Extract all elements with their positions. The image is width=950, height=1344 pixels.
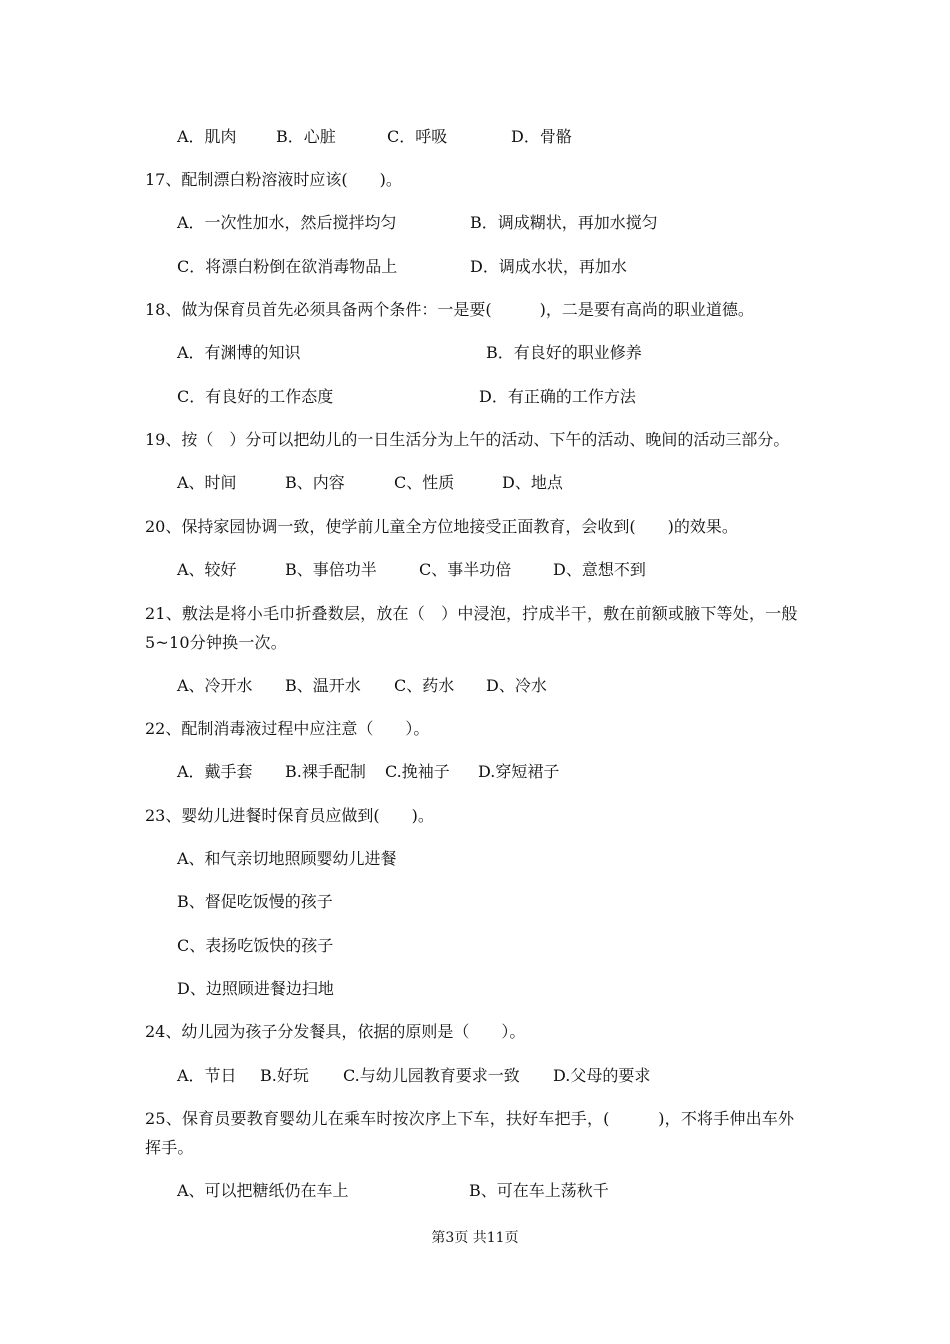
question-17: 17、配制漂白粉溶液时应该( )。 <box>145 170 402 189</box>
option-a: A．肌肉 <box>177 127 237 146</box>
q23-option-c: C、表扬吃饭快的孩子 <box>177 936 334 955</box>
option-b: B、事倍功半 <box>285 560 377 579</box>
question-24: 24、幼儿园为孩子分发餐具，依据的原则是（ ）。 <box>145 1022 526 1041</box>
option-a: A、较好 <box>177 560 237 579</box>
option-d: D．有正确的工作方法 <box>479 387 636 406</box>
option-c: C．呼吸 <box>387 127 448 146</box>
option-c: C、事半功倍 <box>419 560 512 579</box>
option-d: D、意想不到 <box>553 560 646 579</box>
question-20: 20、保持家园协调一致，使学前儿童全方位地接受正面教育，会收到( )的效果。 <box>145 517 738 536</box>
option-a: A、冷开水 <box>177 676 253 695</box>
option-d: D、冷水 <box>486 676 547 695</box>
option-b: B．调成糊状，再加水搅匀 <box>470 213 658 232</box>
option-b: B、内容 <box>285 473 345 492</box>
option-a: A．有渊博的知识 <box>177 343 301 362</box>
option-b: B.好玩 <box>260 1066 309 1085</box>
option-b: B．心脏 <box>276 127 336 146</box>
option-b: B.裸手配制 <box>285 762 366 781</box>
question-21: 21、敷法是将小毛巾折叠数层，放在（ ）中浸泡，拧成半干，敷在前额或腋下等处，一般5~10分钟换一次。 <box>145 604 798 652</box>
option-a: A．戴手套 <box>177 762 253 781</box>
option-c: C.挽袖子 <box>385 762 450 781</box>
option-d: D、地点 <box>502 473 563 492</box>
page-footer: 第3页 共11页 <box>431 1230 519 1246</box>
option-c: C.与幼儿园教育要求一致 <box>343 1066 520 1085</box>
option-b: B、温开水 <box>285 676 361 695</box>
option-a: A．节日 <box>177 1066 237 1085</box>
option-c: C、药水 <box>394 676 455 695</box>
option-c: C．有良好的工作态度 <box>177 387 334 406</box>
option-c: C．将漂白粉倒在欲消毒物品上 <box>177 257 398 276</box>
q23-option-b: B、督促吃饭慢的孩子 <box>177 892 333 911</box>
option-a: A、时间 <box>177 473 237 492</box>
question-19: 19、按（ ）分可以把幼儿的一日生活分为上午的活动、下午的活动、晚间的活动三部分。 <box>145 430 790 449</box>
question-18: 18、做为保育员首先必须具备两个条件：一是要( )，二是要有高尚的职业道德。 <box>145 300 754 319</box>
option-d: D.父母的要求 <box>553 1066 651 1085</box>
option-b: B．有良好的职业修养 <box>486 343 642 362</box>
q23-option-a: A、和气亲切地照顾婴幼儿进餐 <box>177 849 397 868</box>
option-d: D．调成水状，再加水 <box>470 257 627 276</box>
option-d: D.穿短裙子 <box>478 762 560 781</box>
question-23: 23、婴幼儿进餐时保育员应做到( )。 <box>145 806 434 825</box>
question-22: 22、配制消毒液过程中应注意（ ）。 <box>145 719 430 738</box>
q23-option-d: D、边照顾进餐边扫地 <box>177 979 334 998</box>
option-c: C、性质 <box>394 473 455 492</box>
option-a: A．一次性加水，然后搅拌均匀 <box>177 213 397 232</box>
option-a: A、可以把糖纸仍在车上 <box>177 1181 349 1200</box>
question-25: 25、保育员要教育婴幼儿在乘车时按次序上下车，扶好车把手，( )，不将手伸出车外挥手。 <box>145 1109 795 1157</box>
option-d: D．骨骼 <box>511 127 572 146</box>
option-b: B、可在车上荡秋千 <box>469 1181 609 1200</box>
